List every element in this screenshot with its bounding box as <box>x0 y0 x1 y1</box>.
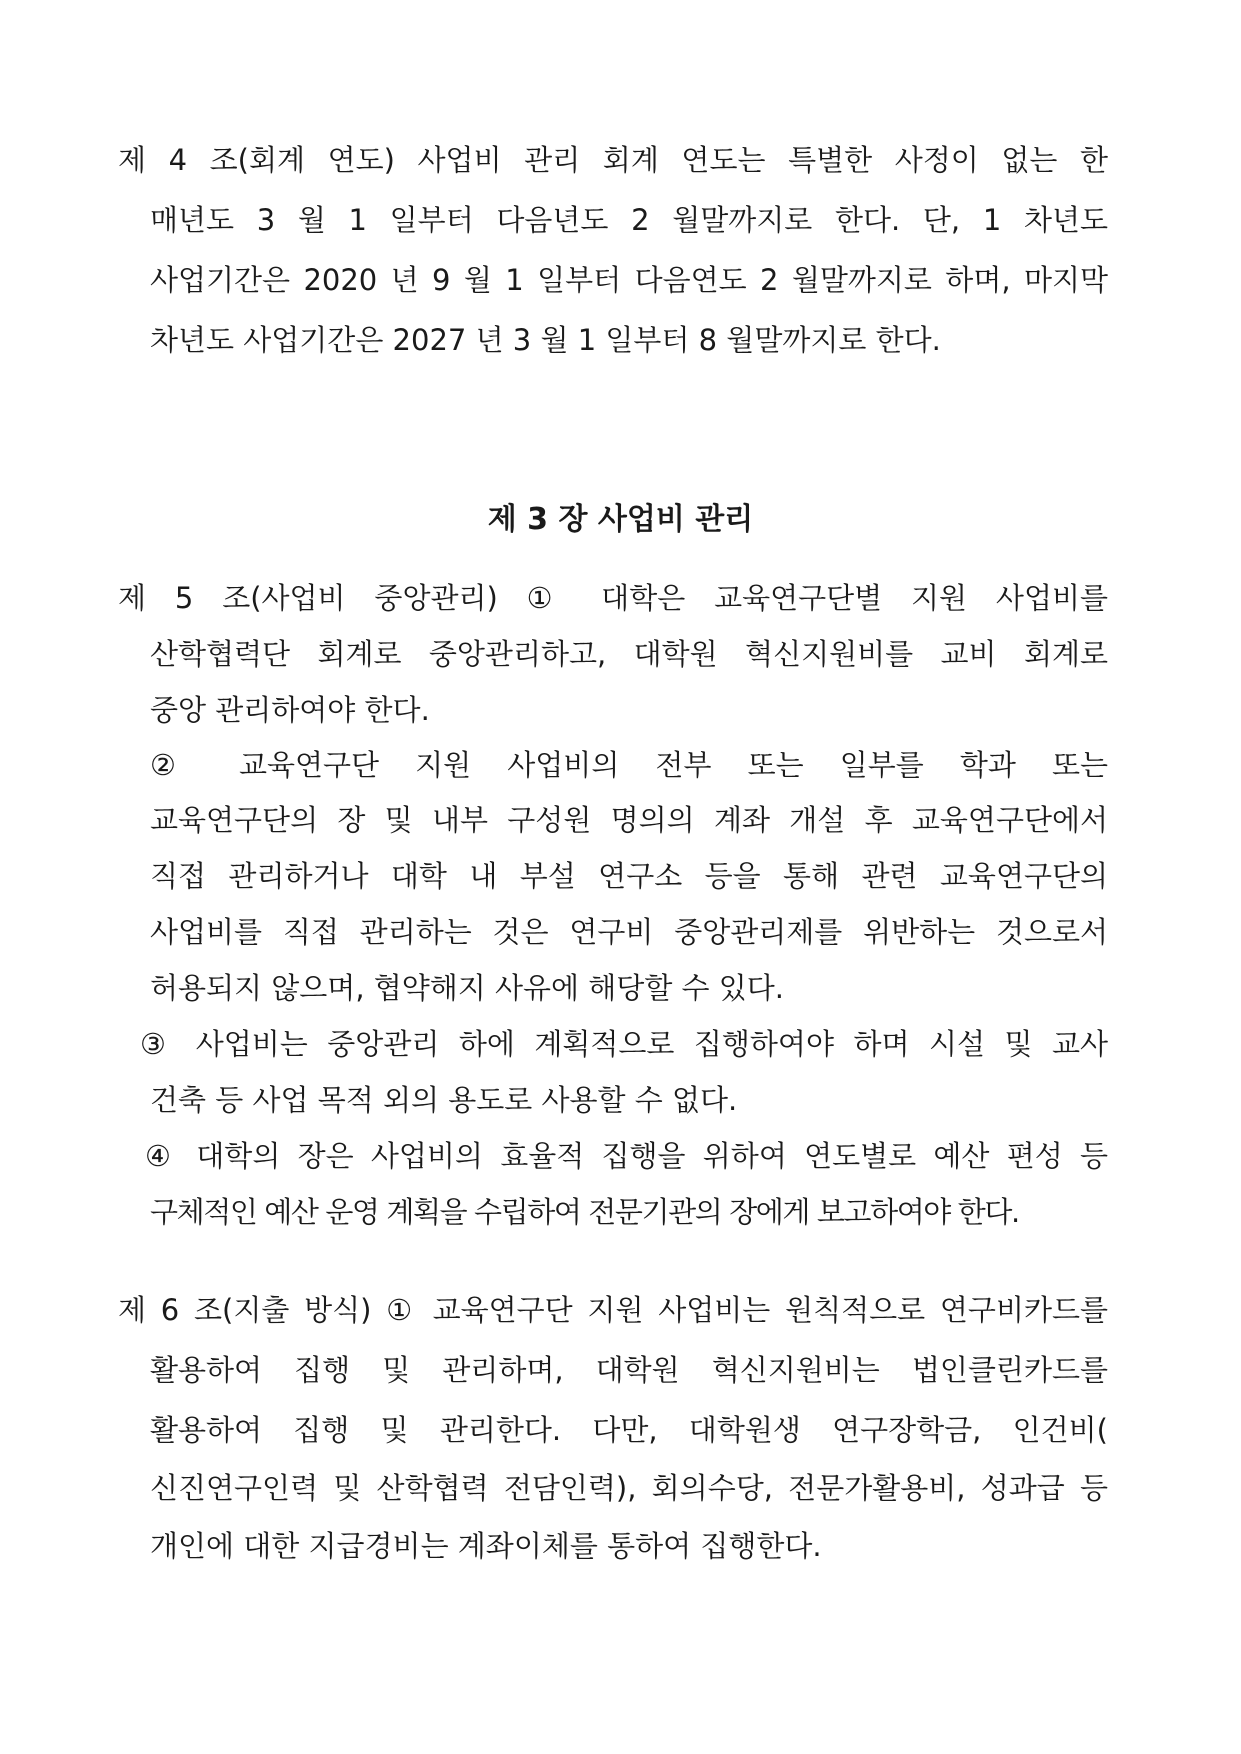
article4-line-3: 사업기간은 2020 년 9 월 1 일부터 다음연도 2 월말까지로 하며, 마지막 <box>150 263 1108 297</box>
article5-line-9: ③ 사업비는 중앙관리 하에 계획적으로 집행하여야 하며 시설 및 교사 <box>140 1027 1108 1061</box>
article6-line-4: 신진연구인력 및 산학협력 전담인력), 회의수당, 전문가활용비, 성과급 등 <box>150 1471 1108 1505</box>
article5-line-5: 교육연구단의 장 및 내부 구성원 명의의 계좌 개설 후 교육연구단에서 <box>150 803 1108 837</box>
article5-line-11: ④ 대학의 장은 사업비의 효율적 집행을 위하여 연도별로 예산 편성 등 <box>145 1139 1108 1173</box>
article5-line-4: ② 교육연구단 지원 사업비의 전부 또는 일부를 학과 또는 <box>150 748 1108 782</box>
article5-line-12: 구체적인 예산 운영 계획을 수립하여 전문기관의 장에게 보고하여야 한다. <box>150 1195 1019 1229</box>
article5-line-3: 중앙 관리하여야 한다. <box>150 693 430 727</box>
article4-line-1: 제 4 조(회계 연도) 사업비 관리 회계 연도는 특별한 사정이 없는 한 <box>118 143 1108 177</box>
article5-line-6: 직접 관리하거나 대학 내 부설 연구소 등을 통해 관련 교육연구단의 <box>150 859 1108 893</box>
article6-line-1: 제 6 조(지출 방식) ① 교육연구단 지원 사업비는 원칙적으로 연구비카드를 <box>118 1293 1108 1327</box>
chapter-heading: 제 3 장 사업비 관리 <box>487 502 754 537</box>
article4-line-2: 매년도 3 월 1 일부터 다음년도 2 월말까지로 한다. 단, 1 차년도 <box>150 203 1108 237</box>
article5-line-2: 산학협력단 회계로 중앙관리하고, 대학원 혁신지원비를 교비 회계로 <box>150 637 1108 671</box>
article5-line-10: 건축 등 사업 목적 외의 용도로 사용할 수 없다. <box>150 1083 738 1117</box>
article6-line-2: 활용하여 집행 및 관리하며, 대학원 혁신지원비는 법인클린카드를 <box>150 1353 1108 1387</box>
article6-line-3: 활용하여 집행 및 관리한다. 다만, 대학원생 연구장학금, 인건비( <box>150 1413 1108 1447</box>
article6-line-5: 개인에 대한 지급경비는 계좌이체를 통하여 집행한다. <box>150 1529 822 1563</box>
article5-line-7: 사업비를 직접 관리하는 것은 연구비 중앙관리제를 위반하는 것으로서 <box>150 915 1108 949</box>
article5-line-1: 제 5 조(사업비 중앙관리) ① 대학은 교육연구단별 지원 사업비를 <box>118 581 1108 615</box>
article5-line-8: 허용되지 않으며, 협약해지 사유에 해당할 수 있다. <box>150 971 785 1005</box>
article4-line-4: 차년도 사업기간은 2027 년 3 월 1 일부터 8 월말까지로 한다. <box>150 323 941 357</box>
